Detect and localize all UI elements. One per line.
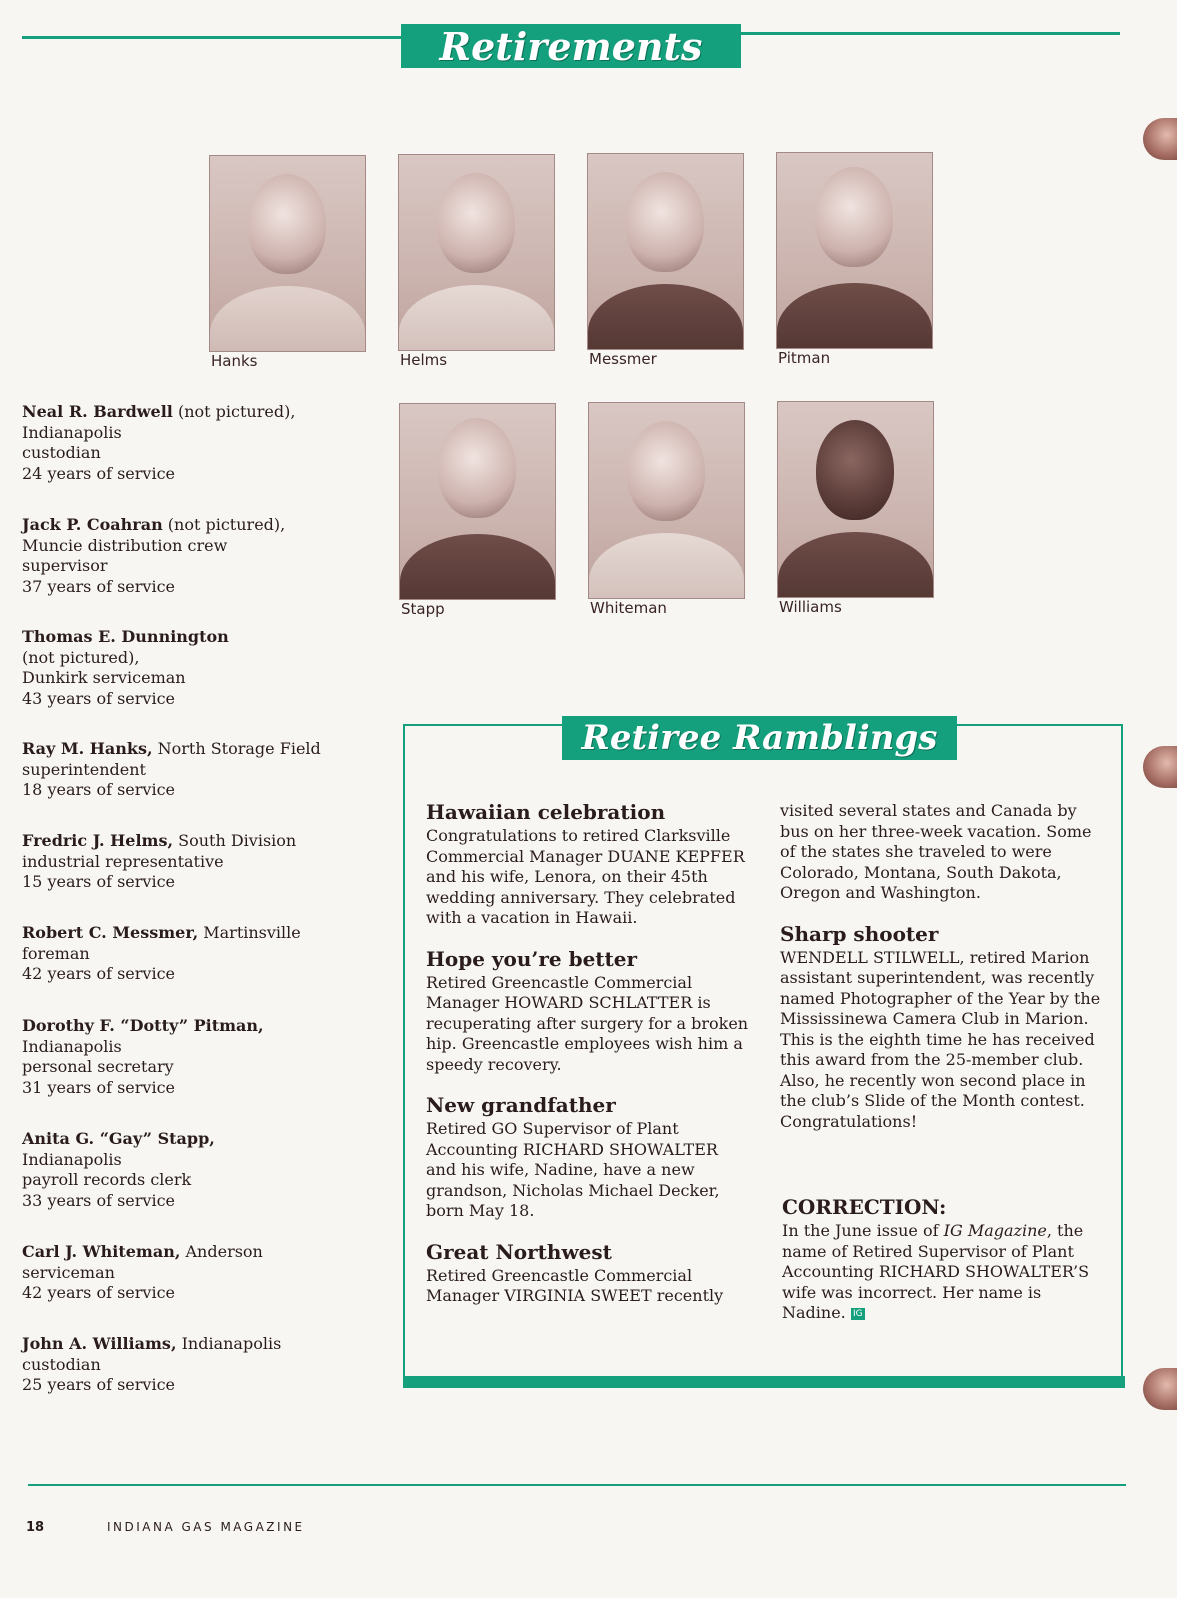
retiree-entry (22, 627, 362, 709)
retiree-name: Dorothy F. “Dotty” Pitman, (22, 1016, 264, 1035)
photo-williams (777, 401, 934, 598)
retiree-line: superintendent (22, 759, 146, 779)
retiree-name: Fredric J. Helms, (22, 831, 174, 850)
page-title (401, 24, 741, 68)
photo-helms (398, 154, 555, 351)
item-text: WENDELL STILWELL, retired Marion assistant superintendent, was recently named Photographer of the Year by the Mississinewa Camera Club in Marion. This is the eighth time he has received this award from the 25-member club. Also, he recently won second place in the club’s Slide of the Month contest. Congratulations! (780, 947, 1101, 1131)
retiree-line: payroll records clerk (22, 1170, 192, 1189)
retiree-name: Robert C. Messmer, (22, 923, 199, 942)
retiree-entry (22, 515, 362, 597)
retiree-detail: Anderson (180, 1242, 263, 1261)
footer-rule (28, 1484, 1126, 1486)
retiree-entry (22, 1242, 362, 1304)
header-rule-left (22, 36, 402, 39)
photo-stapp (399, 403, 556, 600)
retiree-line: (not pictured), (22, 647, 140, 667)
correction-heading: CORRECTION: (782, 1195, 947, 1219)
retiree-name: Jack P. Coahran (22, 515, 163, 534)
retiree-detail: (not pictured), (162, 515, 286, 534)
retiree-line: serviceman (22, 1262, 115, 1282)
retiree-name: Ray M. Hanks, (22, 739, 153, 758)
retiree-entry (22, 1334, 362, 1396)
retiree-line: custodian (22, 1354, 101, 1374)
retiree-detail: North Storage Field (152, 739, 321, 758)
item-heading: Hawaiian celebration (426, 800, 666, 824)
item-text: Retired GO Supervisor of Plant Accounting RICHARD SHOWALTER and his wife, Nadine, have a new grandson, Nicholas Michael Decker, born May 18. (426, 1119, 720, 1220)
retiree-line: 25 years of service (22, 1375, 175, 1394)
item-heading: New grandfather (426, 1093, 616, 1117)
retiree-entry (22, 739, 362, 801)
retiree-line: Indianapolis (22, 1036, 122, 1056)
item-text: Retired Greencastle Commercial Manager HOWARD SCHLATTER is recuperating after surgery for a broken hip. Greencastle employees wish him a speedy recovery. (426, 972, 749, 1074)
photo-caption: Whiteman (590, 599, 667, 617)
retiree-detail: (not pictured), (172, 402, 296, 421)
page-number: 18 (26, 1520, 45, 1535)
ramblings-right-column (780, 801, 1102, 1150)
header-rule-right (740, 32, 1120, 35)
magazine-name: INDIANA GAS MAGAZINE (107, 1520, 305, 1534)
photo-whiteman (588, 402, 745, 599)
retiree-entry (22, 1129, 362, 1211)
photo-pitman (776, 152, 933, 349)
retiree-entry (22, 402, 362, 484)
item-heading: Sharp shooter (780, 921, 939, 946)
photo-caption: Pitman (778, 349, 831, 367)
correction-text: In the June issue of IG Magazine, the name of Retired Supervisor of Plant Accounting RICHARD SHOWALTER’S wife was incorrect. Her name is Nadine. IG (782, 1221, 1090, 1322)
retiree-line: Indianapolis (22, 1149, 122, 1169)
retiree-detail: Indianapolis (176, 1334, 282, 1353)
binder-hole (1143, 1368, 1177, 1410)
page-title-text: Retirements (439, 23, 703, 69)
photo-messmer (587, 153, 744, 350)
retiree-line: 15 years of service (22, 872, 175, 891)
photo-caption: Hanks (211, 352, 258, 370)
retiree-line: 31 years of service (22, 1077, 175, 1097)
item-text: visited several states and Canada by bus on her three-week vacation. Some of the states she traveled to were Colorado, Montana, South Dakota, Oregon and Washington. (780, 801, 1092, 902)
retiree-line: 37 years of service (22, 576, 175, 596)
retiree-entry (22, 1016, 362, 1098)
retiree-line: custodian (22, 443, 101, 462)
photo-caption: Williams (779, 598, 842, 616)
ramblings-title (562, 716, 957, 760)
retiree-line: personal secretary (22, 1057, 174, 1076)
binder-hole (1143, 118, 1177, 160)
photo-caption: Helms (400, 351, 448, 369)
retiree-line: 42 years of service (22, 1283, 175, 1302)
retiree-name: Thomas E. Dunnington (22, 627, 229, 646)
retiree-name: Anita G. “Gay” Stapp, (22, 1129, 215, 1148)
ramblings-box-shadow (403, 1376, 1125, 1388)
photo-caption: Messmer (589, 350, 657, 368)
retiree-detail: Martinsville (198, 923, 301, 942)
retiree-line: 43 years of service (22, 688, 175, 708)
retiree-line: 18 years of service (22, 780, 175, 799)
retiree-line: Muncie distribution crew (22, 535, 228, 555)
retiree-line: 24 years of service (22, 463, 175, 483)
retiree-name: Carl J. Whiteman, (22, 1242, 181, 1261)
retiree-line: industrial representative (22, 851, 224, 871)
retiree-line: foreman (22, 943, 90, 963)
retiree-line: Indianapolis (22, 422, 122, 442)
retiree-entry (22, 831, 362, 893)
retiree-entry (22, 923, 362, 985)
correction (782, 1195, 1102, 1342)
ramblings-title-text: Retiree Ramblings (581, 718, 938, 758)
item-heading: Great Northwest (426, 1239, 612, 1264)
binder-hole (1143, 746, 1177, 788)
ramblings-left-column (426, 800, 751, 1325)
item-text: Congratulations to retired Clarksville Commercial Manager DUANE KEPFER and his wife, Lenora, on their 45th wedding anniversary. They celebrated with a vacation in Hawaii. (426, 826, 745, 927)
retiree-line: 33 years of service (22, 1190, 175, 1210)
photo-caption: Stapp (401, 600, 445, 618)
ig-logo-icon: IG (851, 1308, 865, 1320)
retiree-line: supervisor (22, 556, 108, 575)
item-text: Retired Greencastle Commercial Manager VIRGINIA SWEET recently (426, 1265, 724, 1305)
magazine-title: IG Magazine (943, 1221, 1047, 1240)
retiree-detail: South Division (173, 831, 297, 850)
photo-hanks (209, 155, 366, 352)
item-heading: Hope you’re better (426, 946, 638, 971)
retiree-name: Neal R. Bardwell (22, 402, 173, 421)
retiree-name: John A. Williams, (22, 1334, 177, 1353)
retiree-line: 42 years of service (22, 964, 175, 983)
retiree-line: Dunkirk serviceman (22, 668, 186, 687)
